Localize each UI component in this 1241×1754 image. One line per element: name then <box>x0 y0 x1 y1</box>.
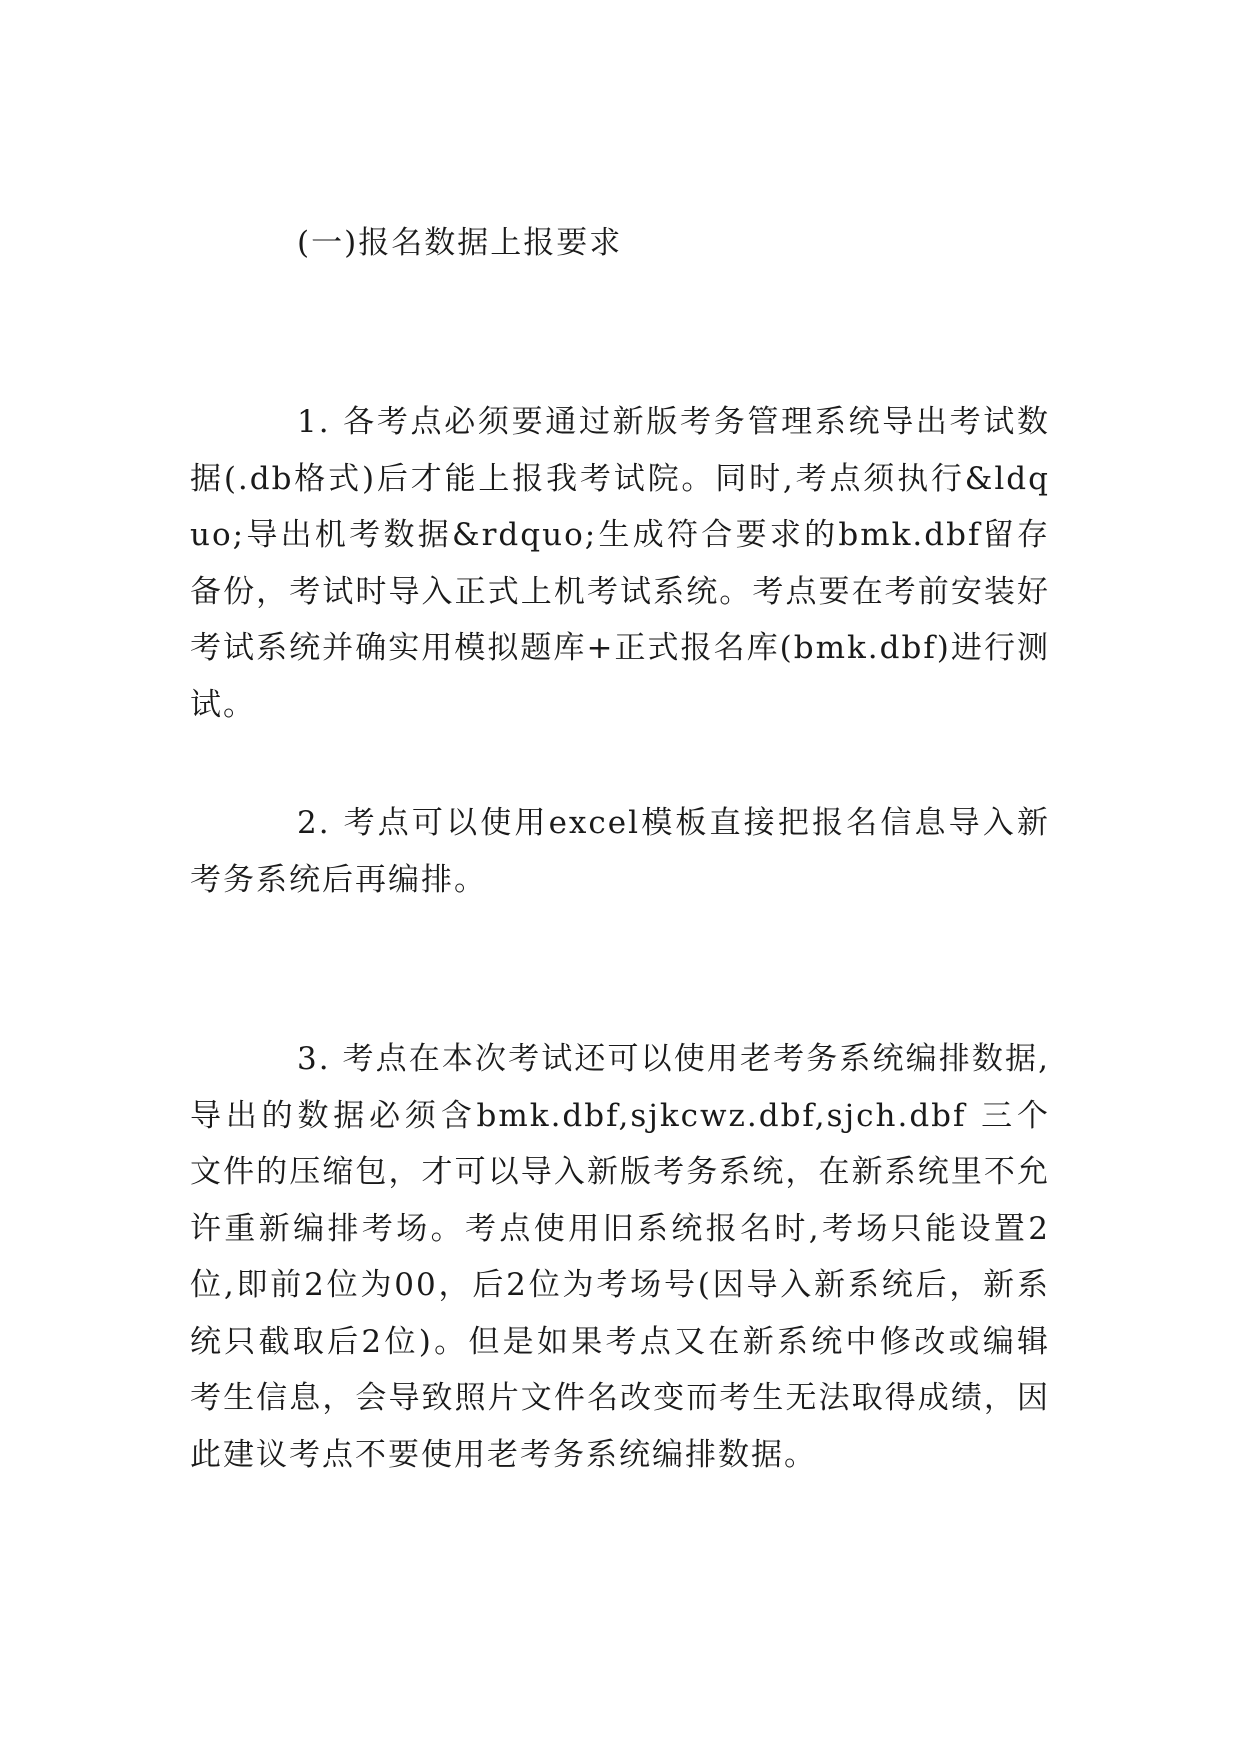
paragraph-2: 2. 考点可以使用excel模板直接把报名信息导入新考务系统后再编排。 <box>190 805 1050 898</box>
section-heading: (一)报名数据上报要求 <box>297 225 623 261</box>
paragraph-1: 1. 各考点必须要通过新版考务管理系统导出考试数据(.db格式)后才能上报我考试院。同时,考点须执行&ldquo;导出机考数据&rdquo;生成符合要求的bmk.dbf留存备份，考试时导入正式上机考试系统。考点要在考前安装好考试系统并确实用模拟题库+正式报名库(bmk.dbf)进行测试。 <box>190 404 1050 723</box>
paragraph-3: 3. 考点在本次考试还可以使用老考务系统编排数据,导出的数据必须含bmk.dbf,sjkcwz.dbf,sjch.dbf 三个文件的压缩包，才可以导入新版考务系统，在新系统里不允许重新编排考场。考点使用旧系统报名时,考场只能设置2位,即前2位为00，后2位为考场号(因导入新系统后，新系统只截取后2位)。但是如果考点又在新系统中修改或编辑考生信息，会导致照片文件名改变而考生无法取得成绩，因此建议考点不要使用老考务系统编排数据。 <box>190 1041 1050 1473</box>
